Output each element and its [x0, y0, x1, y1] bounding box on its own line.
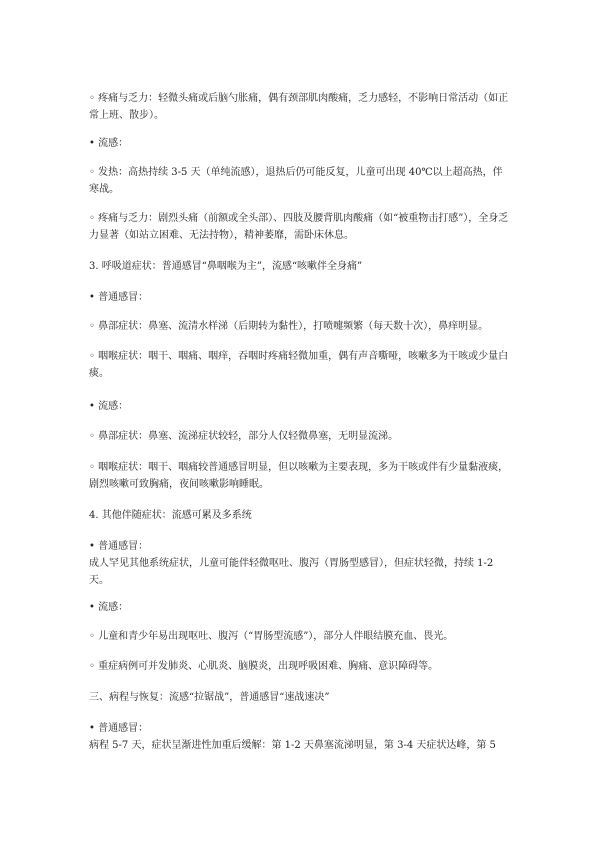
paragraph-nasal-cold: ◦ 鼻部症状：鼻塞、流清水样涕（后期转为黏性），打喷嚏频繁（每天数十次），鼻痒明显。 — [89, 321, 489, 332]
paragraph-nasal-flu: ◦ 鼻部症状：鼻塞、流涕症状较轻，部分人仅轻微鼻塞，无明显流涕。 — [89, 431, 399, 442]
heading-flu: • 流感： — [89, 138, 129, 149]
paragraph-common-cold-course: • 普通感冒： 病程 5-7 天，症状呈渐进性加重后缓解：第 1-2 天鼻塞流涕明显，第 3-4 天症状达峰，第 5 — [89, 723, 496, 751]
heading-flu-2: • 流感： — [89, 401, 129, 412]
paragraph-fever-flu: ◦ 发热：高热持续 3-5 天（单纯流感），退热后仍可能反复，儿童可出现 40℃以上超高热，伴寒战。 — [89, 167, 503, 195]
paragraph-flu-gastro: ◦ 儿童和青少年易出现呕吐、腹泻（“胃肠型流感”），部分人伴眼结膜充血、畏光。 — [89, 631, 454, 642]
paragraph-pain-fatigue-flu: ◦ 疼痛与乏力：剧烈头痛（前额或全头部）、四肢及腰背肌肉酸痛（如“被重物击打感”），全身乏力显著（如站立困难、无法持物），精神萎靡，需卧床休息。 — [89, 213, 509, 241]
paragraph-pain-fatigue-cold: ◦ 疼痛与乏力：轻微头痛或后脑勺胀痛，偶有颈部肌肉酸痛，乏力感轻，不影响日常活动（如正常上班、散步）。 — [89, 93, 509, 121]
paragraph-flu-severe: ◦ 重症病例可并发肺炎、心肌炎、脑膜炎，出现呼吸困难、胸痛、意识障碍等。 — [89, 661, 439, 672]
heading-flu-3: • 流感： — [89, 602, 129, 613]
paragraph-common-cold-other: • 普通感冒： 成人罕见其他系统症状，儿童可能伴轻微呕吐、腹泻（胃肠型感冒），但症状轻微，持续 1-2 天。 — [89, 541, 494, 586]
paragraph-throat-cold: ◦ 咽喉症状：咽干、咽痛、咽痒，吞咽时疼痛轻微加重，偶有声音嘶哑，咳嗽多为干咳或少量白痰。 — [89, 351, 509, 379]
section-heading-respiratory: 3. 呼吸道症状：普通感冒“鼻咽喉为主”，流感“咳嗽伴全身痛” — [89, 261, 363, 272]
section-heading-course: 三、病程与恢复：流感“拉锯战”，普通感冒“速战速决” — [89, 692, 330, 703]
heading-common-cold: • 普通感冒： — [89, 292, 149, 303]
paragraph-throat-flu: ◦ 咽喉症状：咽干、咽痛较普通感冒明显，但以咳嗽为主要表现，多为干咳或伴有少量黏液痰，剧烈咳嗽可致胸痛，夜间咳嗽影响睡眠。 — [89, 462, 509, 490]
section-heading-other-symptoms: 4. 其他伴随症状：流感可累及多系统 — [89, 510, 252, 521]
